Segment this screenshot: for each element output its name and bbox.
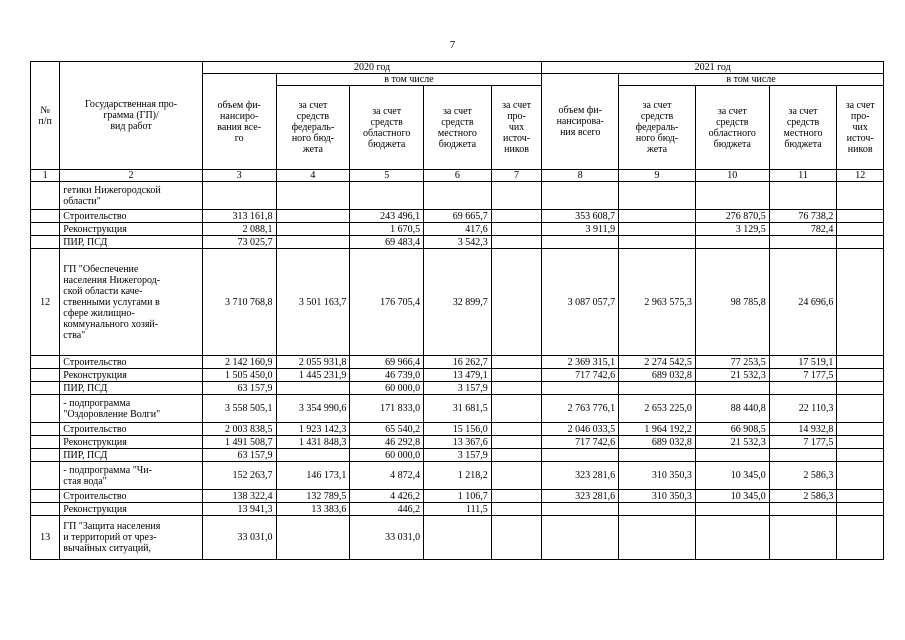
row-name: ГП "Защита населения и территорий от чрез- вычайных ситуаций, [60, 516, 202, 560]
value-cell: 2 963 575,3 [619, 249, 696, 356]
value-cell [837, 236, 884, 249]
value-cell: 717 742,6 [542, 436, 619, 449]
row-name: Реконструкция [60, 223, 202, 236]
value-cell: 138 322,4 [202, 490, 276, 503]
row-name: Строительство [60, 490, 202, 503]
value-cell: 3 129,5 [695, 223, 769, 236]
value-cell: 46 739,0 [350, 369, 424, 382]
row-name: Реконструкция [60, 503, 202, 516]
table-row [31, 382, 884, 395]
value-cell [424, 182, 492, 210]
value-cell: 15 156,0 [424, 423, 492, 436]
value-cell [542, 382, 619, 395]
financing-table [30, 61, 884, 560]
value-cell: 7 177,5 [769, 369, 837, 382]
row-number [31, 223, 60, 236]
header-other-2021: за счет про- чих источ- ников [837, 86, 884, 170]
value-cell: 22 110,3 [769, 395, 837, 423]
value-cell: 446,2 [350, 503, 424, 516]
value-cell [619, 223, 696, 236]
column-number: 9 [619, 170, 696, 182]
table-row [31, 249, 884, 356]
header-other-2020: за счет про- чих источ- ников [491, 86, 542, 170]
header-regional-2020: за счет средств областного бюджета [350, 86, 424, 170]
value-cell: 176 705,4 [350, 249, 424, 356]
value-cell: 323 281,6 [542, 490, 619, 503]
row-name: ПИР, ПСД [60, 236, 202, 249]
value-cell: 3 542,3 [424, 236, 492, 249]
value-cell [491, 236, 542, 249]
page-number: 7 [449, 39, 456, 51]
value-cell [769, 182, 837, 210]
table-row [31, 503, 884, 516]
value-cell [276, 236, 350, 249]
value-cell: 2 055 931,8 [276, 356, 350, 369]
value-cell: 1 505 450,0 [202, 369, 276, 382]
value-cell: 3 354 990,6 [276, 395, 350, 423]
value-cell [491, 223, 542, 236]
value-cell [837, 249, 884, 356]
row-number [31, 449, 60, 462]
value-cell: 3 710 768,8 [202, 249, 276, 356]
header-year-2021: 2021 год [542, 62, 884, 74]
value-cell [491, 382, 542, 395]
value-cell: 33 031,0 [202, 516, 276, 560]
row-number [31, 210, 60, 223]
value-cell [491, 516, 542, 560]
column-number: 5 [350, 170, 424, 182]
value-cell [695, 516, 769, 560]
value-cell: 21 532,3 [695, 369, 769, 382]
row-name: ПИР, ПСД [60, 449, 202, 462]
value-cell: 1 923 142,3 [276, 423, 350, 436]
table-row [31, 369, 884, 382]
value-cell: 69 966,4 [350, 356, 424, 369]
header-incl-2020: в том числе [276, 74, 542, 86]
value-cell: 69 483,4 [350, 236, 424, 249]
row-number [31, 182, 60, 210]
column-number: 8 [542, 170, 619, 182]
header-local-2021: за счет средств местного бюджета [769, 86, 837, 170]
value-cell: 1 218,2 [424, 462, 492, 490]
value-cell: 13 479,1 [424, 369, 492, 382]
value-cell: 243 496,1 [350, 210, 424, 223]
table-row [31, 236, 884, 249]
value-cell: 417,6 [424, 223, 492, 236]
value-cell: 33 031,0 [350, 516, 424, 560]
value-cell [619, 236, 696, 249]
value-cell: 76 738,2 [769, 210, 837, 223]
value-cell [276, 449, 350, 462]
row-name: Строительство [60, 423, 202, 436]
value-cell: 31 681,5 [424, 395, 492, 423]
value-cell: 1 106,7 [424, 490, 492, 503]
value-cell: 77 253,5 [695, 356, 769, 369]
value-cell [619, 503, 696, 516]
value-cell [619, 449, 696, 462]
value-cell [276, 210, 350, 223]
header-num: № п/п [31, 62, 60, 170]
value-cell [695, 382, 769, 395]
column-number: 2 [60, 170, 202, 182]
value-cell [837, 436, 884, 449]
value-cell: 73 025,7 [202, 236, 276, 249]
value-cell: 2 369 315,1 [542, 356, 619, 369]
value-cell [491, 249, 542, 356]
value-cell [491, 182, 542, 210]
value-cell: 65 540,2 [350, 423, 424, 436]
value-cell: 171 833,0 [350, 395, 424, 423]
value-cell: 7 177,5 [769, 436, 837, 449]
value-cell [491, 490, 542, 503]
header-program: Государственная про- грамма (ГП)/ вид работ [60, 62, 202, 170]
value-cell [491, 356, 542, 369]
value-cell [837, 382, 884, 395]
value-cell [837, 182, 884, 210]
header-total-2021: объем фи- нансирова- ния всего [542, 74, 619, 170]
value-cell: 1 964 192,2 [619, 423, 696, 436]
column-number: 12 [837, 170, 884, 182]
table-row [31, 210, 884, 223]
value-cell: 46 292,8 [350, 436, 424, 449]
value-cell [837, 369, 884, 382]
row-name: Строительство [60, 210, 202, 223]
value-cell: 4 426,2 [350, 490, 424, 503]
value-cell: 13 941,3 [202, 503, 276, 516]
value-cell: 3 157,9 [424, 382, 492, 395]
value-cell: 2 003 838,5 [202, 423, 276, 436]
value-cell [542, 503, 619, 516]
value-cell: 2 653 225,0 [619, 395, 696, 423]
header-regional-2021: за счет средств областного бюджета [695, 86, 769, 170]
value-cell: 2 274 542,5 [619, 356, 696, 369]
value-cell: 3 157,9 [424, 449, 492, 462]
row-name: - подпрограмма "Чи- стая вода" [60, 462, 202, 490]
value-cell [276, 516, 350, 560]
value-cell: 132 789,5 [276, 490, 350, 503]
value-cell [542, 516, 619, 560]
value-cell [837, 462, 884, 490]
value-cell [491, 462, 542, 490]
row-name: гетики Нижегородской области" [60, 182, 202, 210]
table-row [31, 516, 884, 560]
value-cell [491, 449, 542, 462]
row-name: Реконструкция [60, 369, 202, 382]
value-cell [695, 503, 769, 516]
row-number: 13 [31, 516, 60, 560]
value-cell: 146 173,1 [276, 462, 350, 490]
table-row [31, 182, 884, 210]
value-cell: 2 586,3 [769, 490, 837, 503]
value-cell: 4 872,4 [350, 462, 424, 490]
value-cell: 21 532,3 [695, 436, 769, 449]
value-cell: 3 911,9 [542, 223, 619, 236]
value-cell: 689 032,8 [619, 436, 696, 449]
value-cell [695, 236, 769, 249]
value-cell [837, 223, 884, 236]
value-cell: 63 157,9 [202, 382, 276, 395]
header-local-2020: за счет средств местного бюджета [424, 86, 492, 170]
value-cell [837, 490, 884, 503]
value-cell: 3 558 505,1 [202, 395, 276, 423]
value-cell: 13 383,6 [276, 503, 350, 516]
value-cell: 323 281,6 [542, 462, 619, 490]
value-cell: 16 262,7 [424, 356, 492, 369]
value-cell: 717 742,6 [542, 369, 619, 382]
table-row [31, 490, 884, 503]
row-number [31, 236, 60, 249]
column-number: 10 [695, 170, 769, 182]
value-cell: 3 501 163,7 [276, 249, 350, 356]
value-cell: 10 345,0 [695, 490, 769, 503]
value-cell: 276 870,5 [695, 210, 769, 223]
value-cell [491, 436, 542, 449]
value-cell: 63 157,9 [202, 449, 276, 462]
value-cell: 3 087 057,7 [542, 249, 619, 356]
value-cell: 98 785,8 [695, 249, 769, 356]
value-cell: 689 032,8 [619, 369, 696, 382]
header-incl-2021: в том числе [619, 74, 884, 86]
value-cell [276, 223, 350, 236]
row-number [31, 356, 60, 369]
value-cell: 1 491 508,7 [202, 436, 276, 449]
value-cell [619, 210, 696, 223]
value-cell [542, 182, 619, 210]
value-cell [619, 516, 696, 560]
row-number [31, 395, 60, 423]
value-cell [542, 236, 619, 249]
row-number [31, 503, 60, 516]
table-row [31, 436, 884, 449]
value-cell: 60 000,0 [350, 449, 424, 462]
row-number [31, 369, 60, 382]
value-cell: 1 670,5 [350, 223, 424, 236]
value-cell: 1 445 231,9 [276, 369, 350, 382]
table-row [31, 423, 884, 436]
value-cell [695, 182, 769, 210]
value-cell: 2 142 160,9 [202, 356, 276, 369]
value-cell: 88 440,8 [695, 395, 769, 423]
value-cell [276, 182, 350, 210]
table-row [31, 356, 884, 369]
header-federal-2021: за счет средств федераль- ного бюд- жета [619, 86, 696, 170]
row-name: ГП "Обеспечение населения Нижегород- ской области каче- ственными услугами в сфере жилищно- коммунального хозяй- ства" [60, 249, 202, 356]
row-name: Реконструкция [60, 436, 202, 449]
table-row [31, 395, 884, 423]
column-number: 3 [202, 170, 276, 182]
value-cell: 2 046 033,5 [542, 423, 619, 436]
value-cell [491, 369, 542, 382]
value-cell [695, 449, 769, 462]
column-numbers-row [31, 170, 884, 182]
value-cell [837, 516, 884, 560]
table-row [31, 223, 884, 236]
value-cell [619, 382, 696, 395]
header-federal-2020: за счет средств федераль- ного бюд- жета [276, 86, 350, 170]
value-cell [491, 423, 542, 436]
value-cell: 10 345,0 [695, 462, 769, 490]
value-cell [769, 449, 837, 462]
value-cell [769, 382, 837, 395]
value-cell [491, 210, 542, 223]
value-cell: 24 696,6 [769, 249, 837, 356]
value-cell: 310 350,3 [619, 490, 696, 503]
value-cell: 111,5 [424, 503, 492, 516]
value-cell: 2 763 776,1 [542, 395, 619, 423]
row-number [31, 462, 60, 490]
value-cell: 313 161,8 [202, 210, 276, 223]
value-cell: 17 519,1 [769, 356, 837, 369]
value-cell [837, 503, 884, 516]
value-cell: 353 608,7 [542, 210, 619, 223]
value-cell [619, 182, 696, 210]
value-cell [202, 182, 276, 210]
row-number [31, 436, 60, 449]
value-cell: 2 586,3 [769, 462, 837, 490]
value-cell [837, 449, 884, 462]
column-number: 1 [31, 170, 60, 182]
column-number: 4 [276, 170, 350, 182]
table-row [31, 449, 884, 462]
value-cell [769, 516, 837, 560]
row-name: - подпрограмма "Оздоровление Волги" [60, 395, 202, 423]
column-number: 7 [491, 170, 542, 182]
row-number [31, 490, 60, 503]
column-number: 6 [424, 170, 492, 182]
value-cell [276, 382, 350, 395]
value-cell [837, 395, 884, 423]
value-cell [769, 236, 837, 249]
value-cell: 69 665,7 [424, 210, 492, 223]
value-cell: 2 088,1 [202, 223, 276, 236]
column-number: 11 [769, 170, 837, 182]
value-cell [837, 423, 884, 436]
value-cell: 32 899,7 [424, 249, 492, 356]
value-cell [350, 182, 424, 210]
value-cell: 66 908,5 [695, 423, 769, 436]
value-cell [491, 395, 542, 423]
value-cell: 310 350,3 [619, 462, 696, 490]
value-cell: 14 932,8 [769, 423, 837, 436]
table-row [31, 462, 884, 490]
header-total-2020: объем фи- нансиро- вания все- го [202, 74, 276, 170]
row-name: Строительство [60, 356, 202, 369]
value-cell [837, 356, 884, 369]
value-cell: 60 000,0 [350, 382, 424, 395]
row-number [31, 382, 60, 395]
header-year-2020: 2020 год [202, 62, 542, 74]
value-cell: 152 263,7 [202, 462, 276, 490]
value-cell [491, 503, 542, 516]
value-cell [769, 503, 837, 516]
row-name: ПИР, ПСД [60, 382, 202, 395]
value-cell: 13 367,6 [424, 436, 492, 449]
value-cell: 1 431 848,3 [276, 436, 350, 449]
value-cell [424, 516, 492, 560]
value-cell: 782,4 [769, 223, 837, 236]
value-cell [542, 449, 619, 462]
value-cell [837, 210, 884, 223]
row-number [31, 423, 60, 436]
row-number: 12 [31, 249, 60, 356]
